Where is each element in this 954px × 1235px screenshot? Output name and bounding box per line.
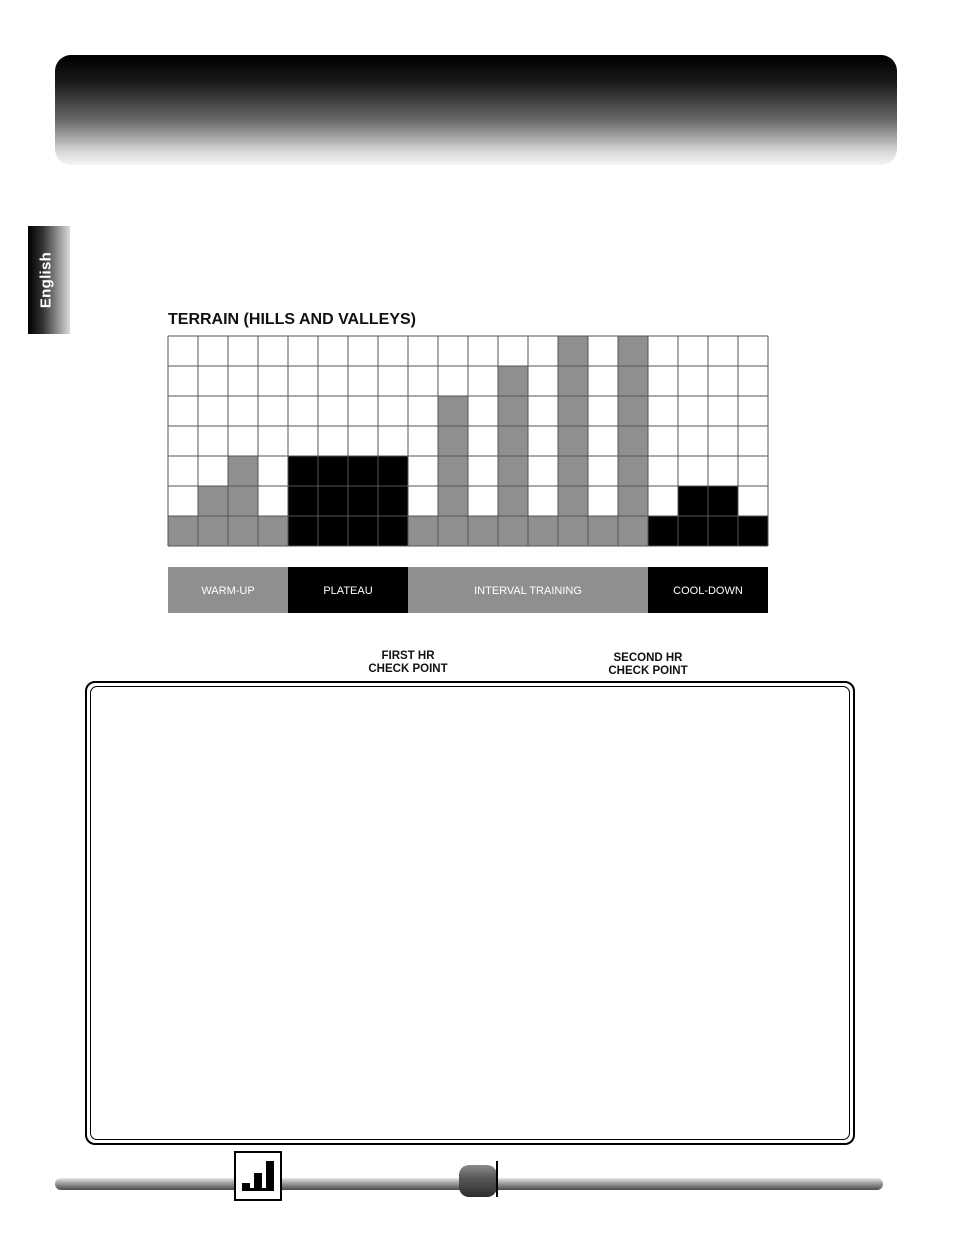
segment-label-cool-down: COOL-DOWN <box>673 585 743 597</box>
terrain-bar <box>528 516 558 546</box>
text-panel <box>85 681 855 1145</box>
segment-label-plateau: PLATEAU <box>323 585 373 597</box>
brand-logo <box>234 1151 282 1201</box>
terrain-bar <box>348 456 378 546</box>
terrain-bar <box>738 516 768 546</box>
terrain-bar <box>468 516 498 546</box>
terrain-bar <box>228 456 258 546</box>
segment-label-interval-training: INTERVAL TRAINING <box>474 585 582 597</box>
terrain-bar <box>168 516 198 546</box>
bar-steps-icon <box>236 1153 280 1199</box>
chart-title: TERRAIN (HILLS AND VALLEYS) <box>168 311 416 328</box>
terrain-bar <box>378 456 408 546</box>
terrain-bar <box>318 456 348 546</box>
terrain-bar <box>288 456 318 546</box>
page-knob <box>459 1165 497 1197</box>
segment-label-warm-up: WARM-UP <box>201 585 255 597</box>
terrain-bar <box>588 516 618 546</box>
page-knob-line <box>496 1161 498 1197</box>
second-hr-checkpoint-label: SECOND HR CHECK POINT <box>608 652 688 677</box>
terrain-bar <box>648 516 678 546</box>
language-tab-label: English <box>37 251 55 309</box>
terrain-bar <box>618 336 648 546</box>
terrain-bar <box>438 396 468 546</box>
terrain-bar <box>408 516 438 546</box>
terrain-bar <box>258 516 288 546</box>
first-hr-checkpoint-label: FIRST HR CHECK POINT <box>368 650 448 675</box>
terrain-bar <box>558 336 588 546</box>
terrain-chart <box>160 330 790 620</box>
header-banner <box>55 55 897 165</box>
